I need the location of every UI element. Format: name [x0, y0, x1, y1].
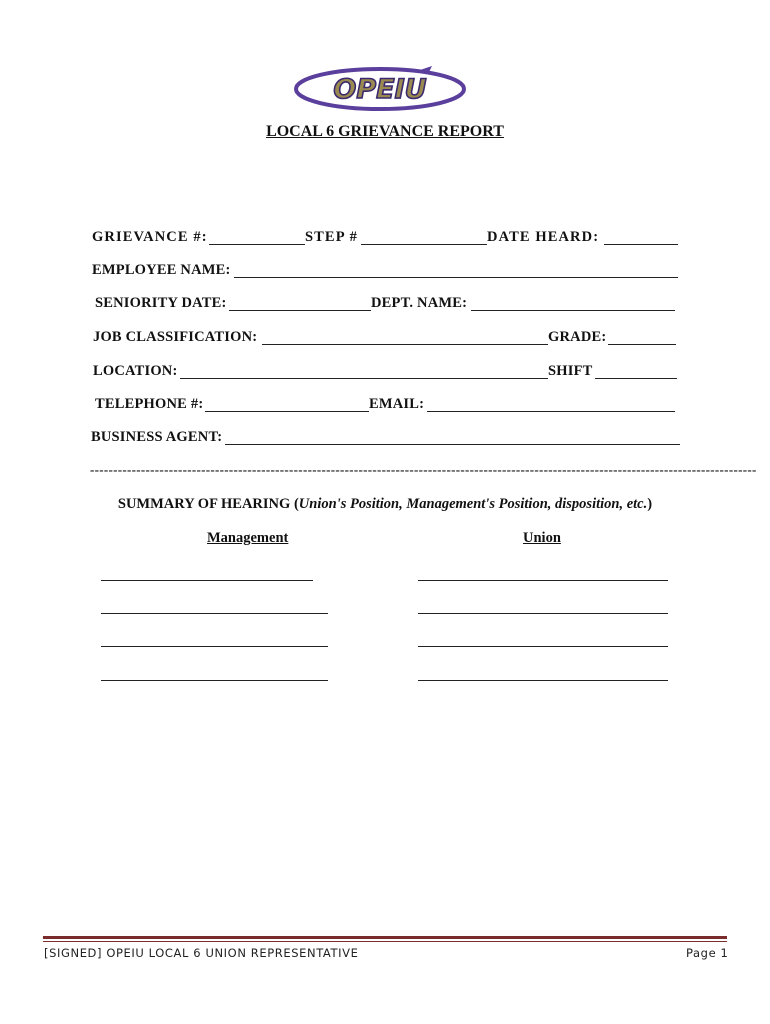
telephone-field[interactable]	[205, 411, 369, 412]
date-heard-label: DATE HEARD:	[487, 229, 600, 245]
union-line[interactable]	[418, 680, 668, 681]
employee-name-label: EMPLOYEE NAME:	[92, 262, 231, 278]
page-title: LOCAL 6 GRIEVANCE REPORT	[266, 123, 504, 140]
dashed-divider: ------------------------------------------------------------------------------------------------------------------------------------------------	[90, 462, 757, 477]
dept-name-field[interactable]	[471, 310, 675, 311]
grievance-number-label: GRIEVANCE #:	[92, 229, 208, 245]
footer-signature-note: [SIGNED] OPEIU LOCAL 6 UNION REPRESENTATIVE	[44, 946, 359, 960]
management-line[interactable]	[101, 580, 313, 581]
footer-rule-thin	[43, 941, 727, 942]
dept-name-label: DEPT. NAME:	[371, 295, 468, 311]
shift-field[interactable]	[595, 378, 677, 379]
union-line[interactable]	[418, 580, 668, 581]
union-line[interactable]	[418, 646, 668, 647]
seniority-date-label: SENIORITY DATE:	[95, 295, 227, 311]
employee-name-field[interactable]	[234, 277, 678, 278]
business-agent-label: BUSINESS AGENT:	[91, 429, 223, 445]
step-label: STEP #	[305, 229, 358, 245]
location-field[interactable]	[180, 378, 548, 379]
summary-heading: SUMMARY OF HEARING (Union's Position, Management's Position, disposition, etc.)	[117, 496, 653, 512]
grade-field[interactable]	[608, 344, 676, 345]
job-classification-field[interactable]	[262, 344, 548, 345]
footer-rule	[43, 936, 727, 939]
page-number: Page 1	[686, 946, 729, 960]
grade-label: GRADE:	[548, 329, 607, 345]
management-line[interactable]	[101, 680, 328, 681]
shift-label: SHIFT	[548, 363, 593, 379]
union-line[interactable]	[418, 613, 668, 614]
management-line[interactable]	[101, 613, 328, 614]
opeiu-logo	[292, 64, 468, 114]
summary-label: SUMMARY OF HEARING	[117, 496, 291, 512]
email-field[interactable]	[427, 411, 675, 412]
business-agent-field[interactable]	[225, 444, 680, 445]
job-classification-label: JOB CLASSIFICATION:	[93, 329, 258, 345]
opeiu-logo-graphic	[292, 64, 468, 114]
step-field[interactable]	[361, 244, 487, 245]
email-label: EMAIL:	[369, 396, 425, 412]
location-label: LOCATION:	[93, 363, 178, 379]
telephone-label: TELEPHONE #:	[95, 396, 204, 412]
summary-detail: Union's Position, Management's Position, disposition, etc.	[298, 496, 648, 512]
grievance-number-field[interactable]	[209, 244, 305, 245]
seniority-date-field[interactable]	[229, 310, 371, 311]
logo-text: OPEIU	[333, 74, 427, 105]
management-column-heading: Management	[207, 530, 289, 546]
union-column-heading: Union	[523, 530, 561, 546]
date-heard-field[interactable]	[604, 244, 678, 245]
management-line[interactable]	[101, 646, 328, 647]
